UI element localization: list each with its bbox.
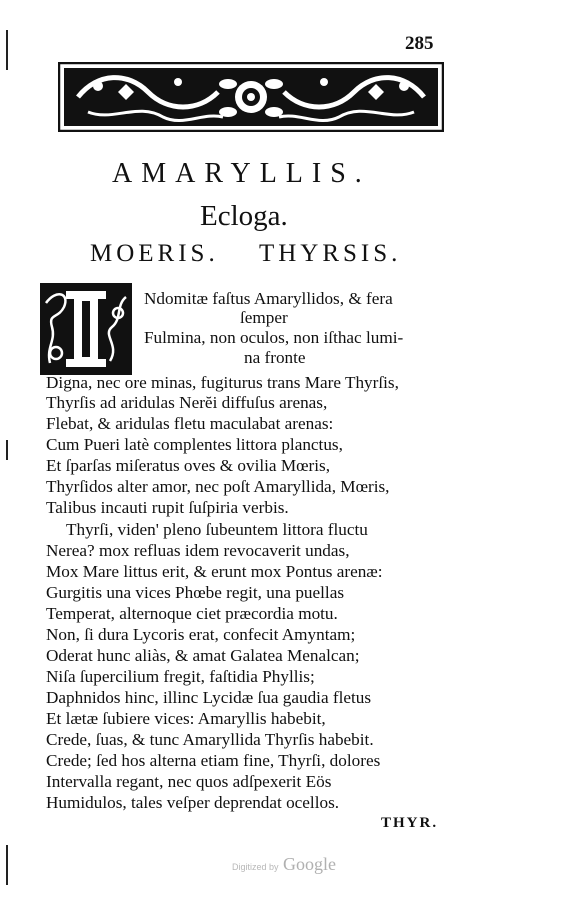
verse-line: Gurgitis una vices Phœbe regit, una puellas <box>46 583 345 602</box>
verse-line: Mox Mare littus erit, & erunt mox Pontus arenæ: <box>46 562 383 581</box>
left-margin-rule <box>6 30 8 70</box>
verse-line: Talibus incauti rupit ſuſpiria verbis. <box>46 498 289 517</box>
watermark-prefix: Digitized by <box>232 862 279 872</box>
verse-line: na fronte <box>244 348 306 367</box>
verse-line: Nerea? mox refluas idem revocaverit undas, <box>46 541 350 560</box>
verse-line: Crede, ſuas, & tunc Amaryllida Thyrſis habebit. <box>46 730 374 749</box>
verse-line: Humidulos, tales veſper deprendat ocellos. <box>46 793 340 812</box>
verse-line: Intervalla regant, nec quos adſpexerit Eös <box>46 772 332 791</box>
verse-line: ſemper <box>240 308 288 327</box>
left-margin-rule <box>6 440 8 460</box>
verse-line: Fulmina, non oculos, non iſthac lumi- <box>144 328 404 347</box>
verse-line: Niſa ſupercilium fregit, faſtidia Phyllis; <box>46 667 315 686</box>
verse-line: Crede; ſed hos alterna etiam fine, Thyrſi, dolores <box>46 751 381 770</box>
ornamental-headpiece <box>58 62 444 132</box>
poem-title: AMARYLLIS. <box>112 158 371 189</box>
decorated-initial <box>40 283 132 375</box>
google-logo: Google <box>283 854 337 874</box>
verse-line: Flebat, & aridulas fletu maculabat arenas: <box>46 414 334 433</box>
verse-line: Thyrſis ad aridulas Nerĕi diffuſus arenas, <box>46 393 328 412</box>
page-number: 285 <box>405 33 434 54</box>
verse-line: Non, ſi dura Lycoris erat, confecit Amyntam; <box>46 625 356 644</box>
verse-line: Et ſparſas miſeratus oves & ovilia Mœris, <box>46 456 331 475</box>
catchword: THYR. <box>381 815 439 831</box>
verse-line: Et lætæ ſubiere vices: Amaryllis habebit, <box>46 709 326 728</box>
digitized-watermark <box>232 854 336 875</box>
verse-line: Daphnidos hinc, illinc Lycidæ ſua gaudia fletus <box>46 688 372 707</box>
poem-subtitle: Ecloga. <box>200 200 288 232</box>
speaker-moeris: MOERIS. <box>90 240 219 267</box>
speakers-heading <box>90 240 401 268</box>
left-margin-rule <box>6 845 8 885</box>
verse-line: Temperat, alternoque ciet præcordia motu. <box>46 604 338 623</box>
verse-line: Ndomitæ faſtus Amaryllidos, & fera <box>144 289 393 308</box>
verse-line: Thyrſidos alter amor, nec poſt Amaryllida, Mœris, <box>46 477 390 496</box>
verse-line: Digna, nec ore minas, fugiturus trans Mare Thyrſis, <box>46 373 399 392</box>
verse-line: Thyrſi, viden' pleno ſubeuntem littora fluctu <box>66 520 368 539</box>
speaker-thyrsis: THYRSIS. <box>258 240 402 267</box>
verse-line: Oderat hunc aliàs, & amat Galatea Menalcan; <box>46 646 360 665</box>
verse-line: Cum Pueri latè complentes littora planctus, <box>46 435 343 454</box>
